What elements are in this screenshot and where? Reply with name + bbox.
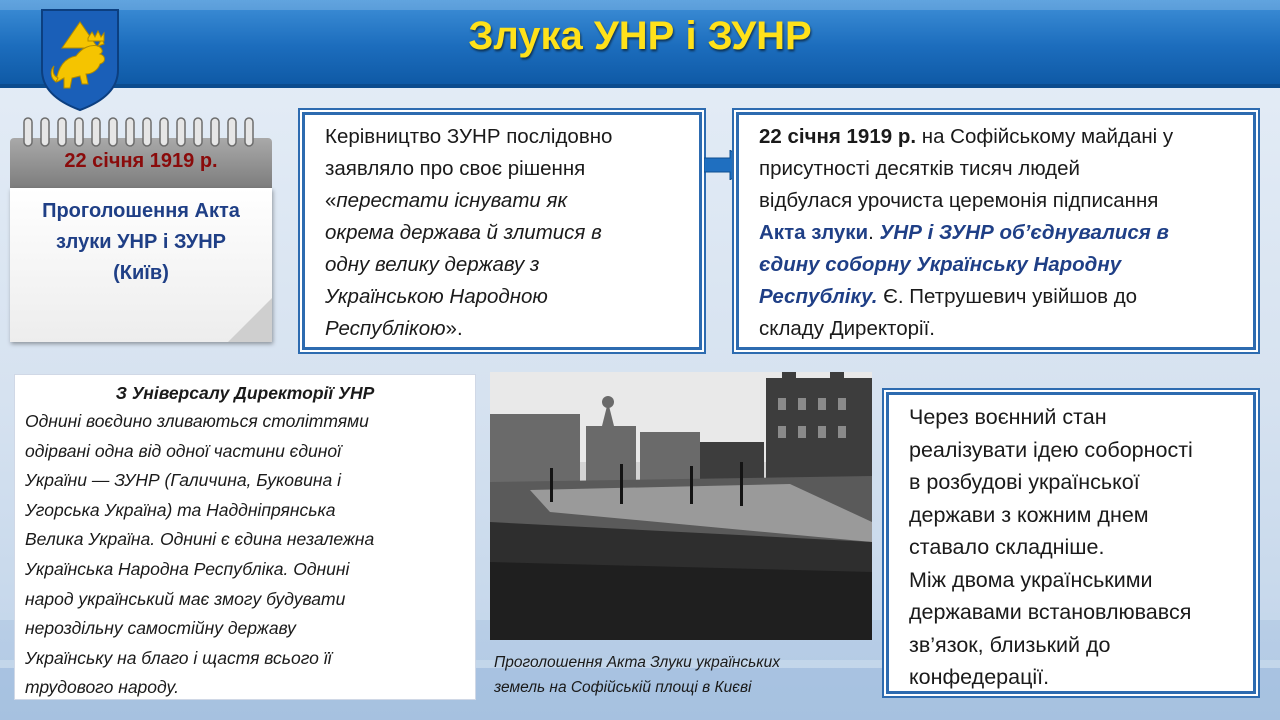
caption-line: земель на Софійській площі в Києві — [494, 679, 752, 696]
zunr-decision-box — [302, 112, 702, 350]
text-line: реалізувати ідею соборності — [909, 437, 1193, 462]
quote-mark: « — [325, 189, 337, 212]
event-date: 22 січня 1919 р. — [759, 125, 917, 148]
text-line — [759, 249, 1241, 281]
quoted-text: одну велику державу з — [325, 253, 540, 276]
page-curl — [228, 298, 272, 342]
text-line: в розбудові української — [909, 470, 1140, 494]
calendar-event-line: Проголошення Акта — [42, 200, 240, 222]
calendar-rings-icon — [22, 114, 262, 154]
text-line: відбулася урочиста церемонія підписання — [759, 189, 1159, 212]
text-line: конфедерації. — [909, 665, 1050, 689]
text-line — [325, 281, 681, 313]
title-bar — [0, 0, 1280, 88]
text-line: присутності десятків тисяч людей — [759, 157, 1080, 180]
quote-mark: ». — [445, 317, 463, 340]
text-fragment: . — [868, 221, 880, 244]
calendar-date: 22 січня 1919 р. — [64, 150, 218, 172]
text-line: Через воєнний стан — [909, 405, 1107, 429]
text-line: ставало складніше. — [909, 535, 1105, 559]
quote-line: трудового народу. — [25, 677, 179, 698]
quoted-text: Республікою — [325, 317, 446, 340]
quote-line: Угорська Україна) та Наддніпрянська — [25, 499, 336, 520]
text-line: складу Директорії. — [759, 317, 935, 340]
text-line — [325, 313, 681, 345]
quote-line: Однині воєдино зливаються століттями — [25, 411, 369, 431]
text-line: Керівництво ЗУНР послідовно — [325, 125, 613, 148]
confederation-box — [886, 392, 1256, 694]
universal-quote-panel — [14, 374, 476, 700]
calendar-card — [10, 114, 272, 344]
caption-line: Проголошення Акта Злуки українських — [494, 654, 780, 671]
quoted-text: окрема держава й злитися в — [325, 221, 602, 244]
quoted-text: перестати існувати як — [336, 189, 568, 212]
text-fragment: на Софійському майдані у — [916, 125, 1174, 148]
quote-line: Українську на благо і щастя всього її — [25, 647, 332, 668]
text-line — [759, 217, 1241, 249]
emphasis-text: Республіку. — [759, 285, 878, 308]
text-line: Між двома українськими — [909, 567, 1153, 592]
act-signing-box — [736, 112, 1256, 350]
lion-coat-of-arms-icon — [40, 8, 120, 112]
text-line — [325, 185, 681, 217]
calendar-page — [10, 188, 272, 342]
text-line: держави з кожним днем — [909, 502, 1149, 527]
text-line — [759, 121, 1241, 153]
quote-line: України — ЗУНР (Галичина, Буковина і — [25, 470, 342, 491]
text-line: державами встановлювався — [909, 600, 1192, 624]
slide-title: Злука УНР і ЗУНР — [468, 14, 812, 58]
quoted-text: Українською Народною — [325, 285, 548, 308]
calendar-event-line: злуки УНР і ЗУНР — [56, 231, 226, 253]
text-line — [325, 249, 681, 281]
text-line — [759, 281, 1241, 313]
quote-line: народ український має змогу будувати — [25, 588, 346, 609]
emphasis-text: УНР і ЗУНР об’єднувалися в — [879, 221, 1169, 244]
sofia-square-crowd-image — [490, 372, 872, 640]
calendar-event-text — [16, 196, 266, 289]
quote-line: нероздільну самостійну державу — [25, 618, 296, 639]
calendar-event-line: (Київ) — [113, 262, 169, 284]
title-bar-highlight — [0, 0, 1280, 10]
text-line — [325, 217, 681, 249]
quote-line: одірвані одна від одної частини єдиної — [25, 440, 341, 461]
quote-body — [25, 407, 465, 703]
quote-line: Українська Народна Республіка. Однині — [25, 558, 350, 579]
act-name: Акта злуки — [759, 221, 869, 244]
historical-photo — [490, 372, 872, 640]
text-line: заявляло про своє рішення — [325, 157, 586, 180]
quote-title: З Універсалу Директорії УНР — [115, 383, 375, 403]
text-fragment: Є. Петрушевич увійшов до — [877, 285, 1138, 308]
text-line: зв’язок, близький до — [909, 632, 1111, 657]
emphasis-text: єдину соборну Українську Народну — [759, 253, 1122, 276]
quote-line: Велика Україна. Однині є єдина незалежна — [25, 529, 375, 550]
photo-caption — [494, 650, 878, 700]
